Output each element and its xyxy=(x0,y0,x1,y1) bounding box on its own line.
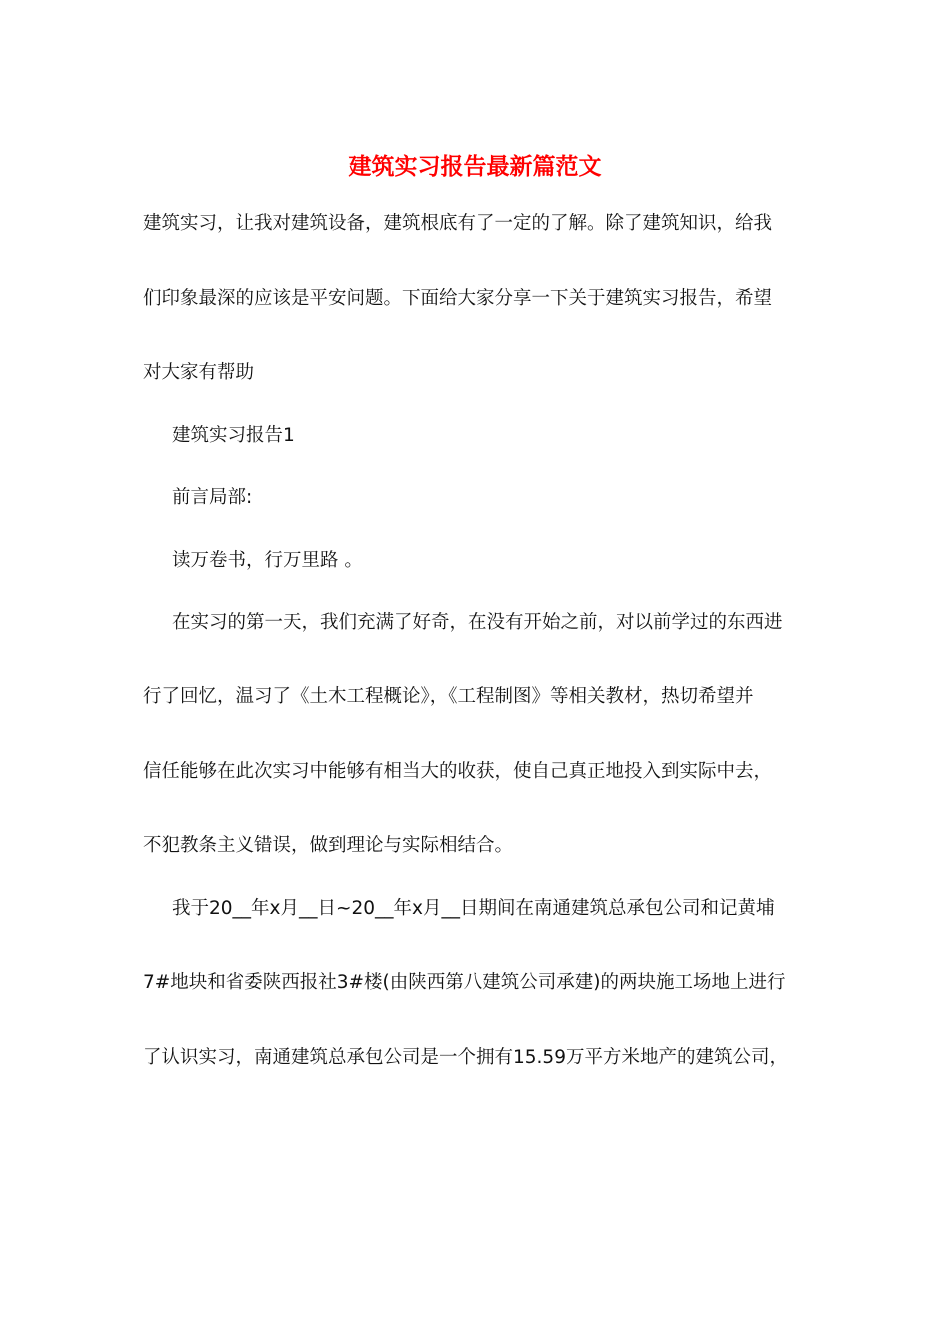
paragraph-2-line-3: 了认识实习，南通建筑总承包公司是一个拥有15.59万平方米地产的建筑公司， xyxy=(143,1047,788,1068)
paragraph-2-line-1: 我于20__年x月__日~20__年x月__日期间在南通建筑总承包公司和记黄埔 xyxy=(172,898,775,919)
preface-label: 前言局部: xyxy=(172,487,253,508)
paragraph-2-line-2: 7#地块和省委陕西报社3#楼(由陕西第八建筑公司承建)的两块施工场地上进行 xyxy=(143,972,786,993)
paragraph-1-line-1: 在实习的第一天，我们充满了好奇，在没有开始之前，对以前学过的东西进 xyxy=(172,612,783,633)
document-title: 建筑实习报告最新篇范文 xyxy=(348,153,602,180)
paragraph-1-line-3: 信任能够在此次实习中能够有相当大的收获，使自己真正地投入到实际中去， xyxy=(143,761,773,782)
body-line-1: 建筑实习，让我对建筑设备，建筑根底有了一定的了解。除了建筑知识，给我 xyxy=(143,213,773,234)
body-line-3: 对大家有帮助 xyxy=(143,362,255,383)
section-heading: 建筑实习报告1 xyxy=(172,425,295,446)
quote-line: 读万卷书，行万里路 。 xyxy=(172,550,363,571)
paragraph-1-line-4: 不犯教条主义错误，做到理论与实际相结合。 xyxy=(143,835,514,856)
body-line-2: 们印象最深的应该是平安问题。下面给大家分享一下关于建筑实习报告，希望 xyxy=(143,288,773,309)
paragraph-1-line-2: 行了回忆，温习了《土木工程概论》，《工程制图》等相关教材，热切希望并 xyxy=(143,686,754,707)
